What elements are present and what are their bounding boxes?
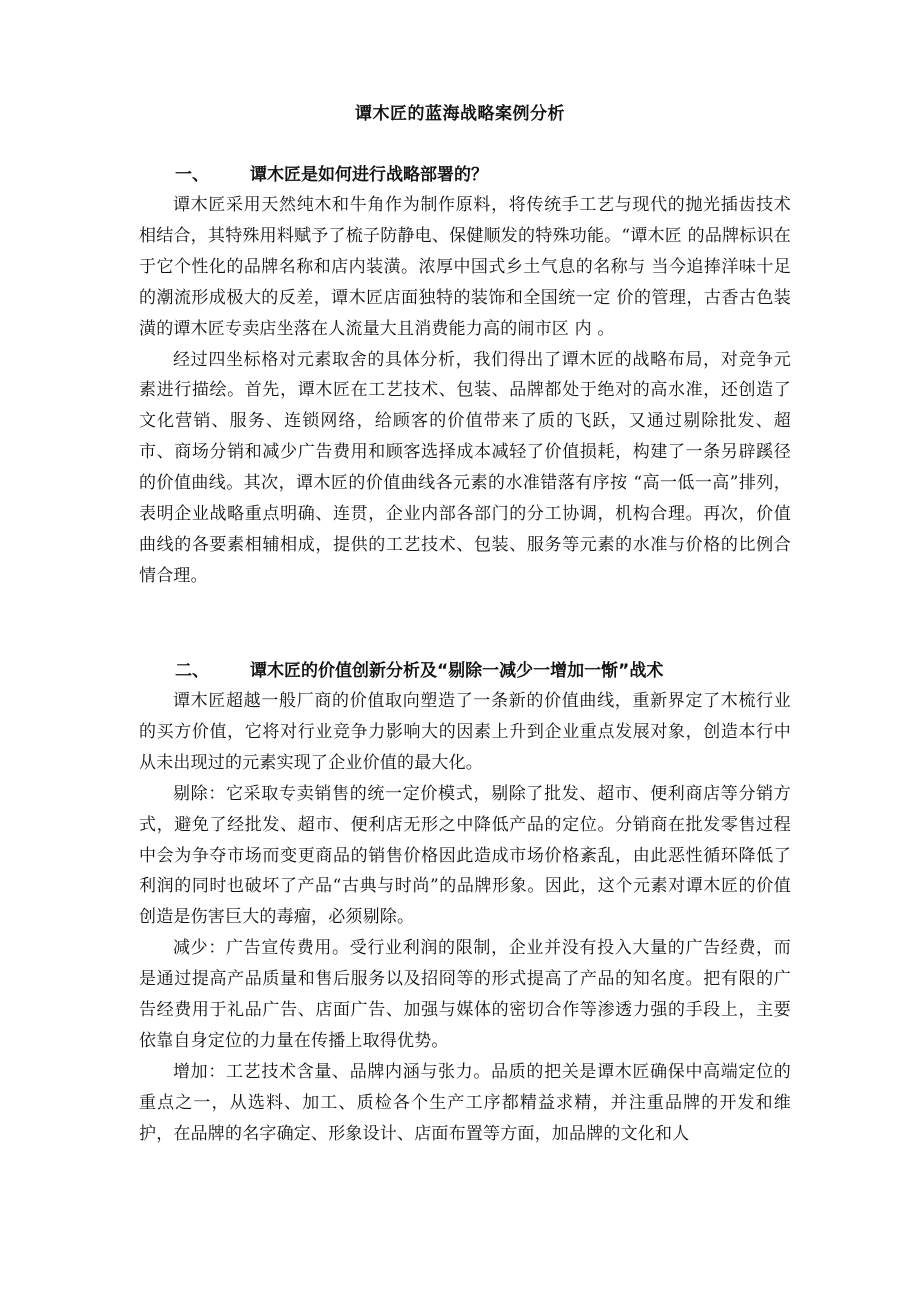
section-strategy-deployment — [139, 160, 791, 592]
section-value-innovation — [139, 656, 791, 1150]
section-heading — [139, 160, 791, 190]
document-title: 谭木匠的蓝海战略案例分析 — [355, 104, 565, 124]
section-number: 二、 — [175, 661, 209, 681]
section-heading-text: 谭木匠是如何进行战略部署的？ — [250, 165, 488, 185]
paragraph: 谭木匠采用天然纯木和牛角作为制作原料，将传统手工艺与现代的抛光插齿技术相结合，其特殊用料赋予了梳子防静电、保健顺发的特殊功能。“谭木匠 的品牌标识在于它个性化的品牌名称和店内装潢。浓厚中国式乡土气息的名称与 当今追捧洋味十足的潮流形成极大的反差，谭木匠店面独特的装饰和全国统一定 价的管理，古香古色装潢的谭木匠专卖店坐落在人流量大且消费能力高的闹市区 内 。 — [139, 195, 791, 339]
section-number: 一、 — [175, 165, 209, 185]
section-heading-text: 谭木匠的价值创新分析及“剔除一减少一增加一惭”战术 — [250, 661, 664, 681]
paragraph: 减少：广告宣传费用。受行业利润的限制，企业并没有投入大量的广告经费，而是通过提高产品质量和售后服务以及招冏等的形式提高了产品的知名度。把有限的广告经费用于礼品广告、店面广告、加强与媒体的密切合作等渗透力强的手段上，主要依靠自身定位的力量在传播上取得优势。 — [139, 938, 791, 1051]
section-heading — [139, 656, 791, 686]
paragraph: 谭木匠超越一般厂商的价值取向塑造了一条新的价值曲线，重新界定了木梳行业的买方价值，它将对行业竞争力影响大的因素上升到企业重点发展对象，创造本行中从未出现过的元素实现了企业价值的最大化。 — [139, 691, 791, 773]
paragraph: 经过四坐标格对元素取舍的具体分析，我们得出了谭木匠的战略布局，对竞争元素进行描绘。首先，谭木匠在工艺技术、包装、品牌都处于绝对的高水准，还创造了文化营销、服务、连锁网络，给顾客的价值带来了质的飞跃，又通过剔除批发、超市、商场分销和减少广告费用和顾客选择成本减轻了价值损耗，构建了一条另辟蹊径的价值曲线。其次，谭木匠的价值曲线各元素的水准错落有序按 “高一低一高”排列，表明企业战略重点明确、连贯，企业内部各部门的分工协调，机构合理。再次，价值曲线的各要素相辅相成，提供的工艺技术、包装、服务等元素的水准与价格的比例合情合理。 — [139, 349, 791, 586]
paragraph: 剔除：它采取专卖销售的统一定价模式，剔除了批发、超市、便利商店等分销方式，避免了经批发、超市、便利店无形之中降低产品的定位。分销商在批发零售过程中会为争夺市场而变更商品的销售价格因此造成市场价格紊乱，由此恶性循环降低了利润的同时也破坏了产品“古典与时尚”的品牌形象。因此，这个元素对谭木匠的价值创造是伤害巨大的毒瘤，必须剔除。 — [139, 783, 791, 928]
paragraph: 增加：工艺技术含量、品牌内涵与张力。品质的把关是谭木匠确保中高端定位的重点之一，从选料、加工、质检各个生产工序都精益求精，并注重品牌的开发和维护，在品牌的名字确定、形象设计、店面布置等方面，加品牌的文化和人 — [139, 1061, 791, 1144]
